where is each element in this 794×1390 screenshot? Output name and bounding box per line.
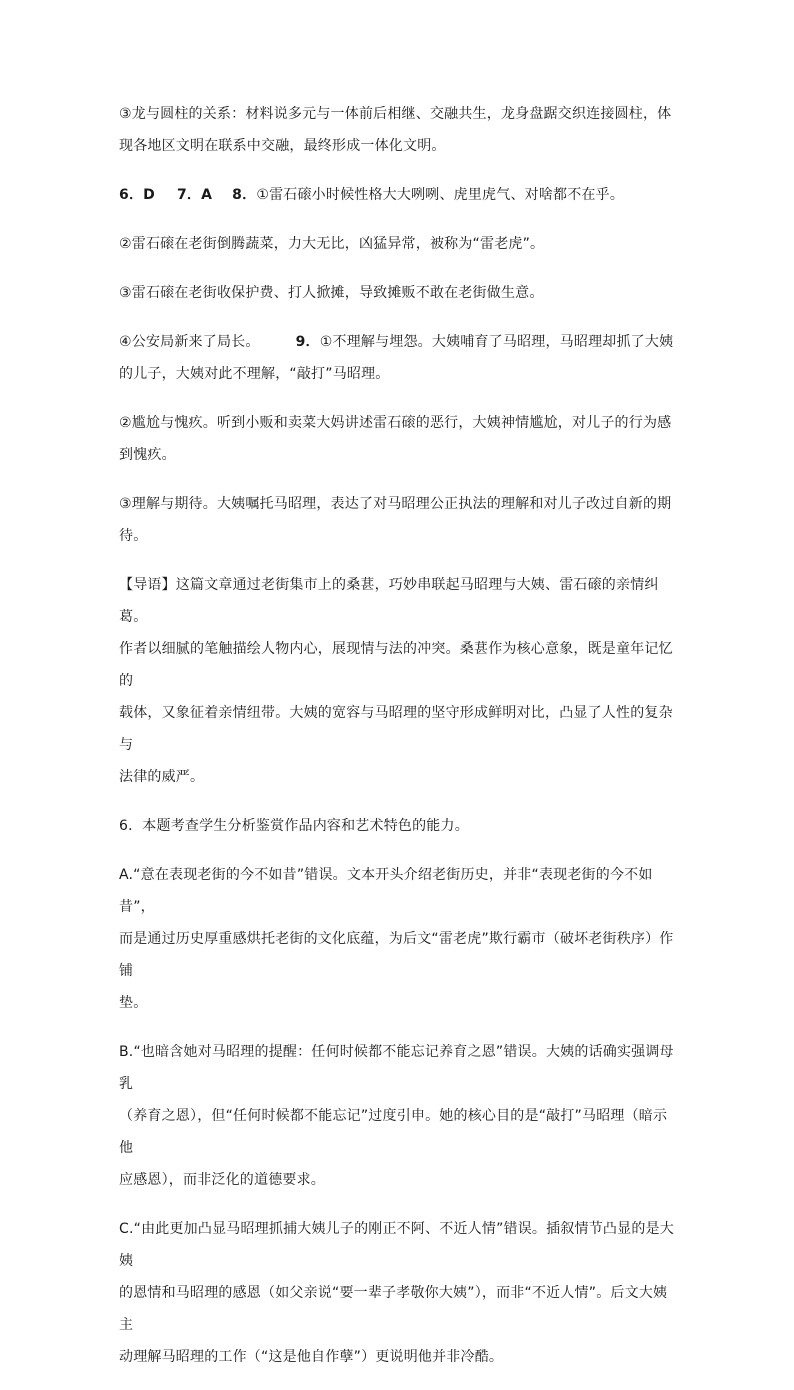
text-line: 法律的威严。: [119, 769, 205, 785]
text-line: 应感恩），而非泛化的道德要求。: [119, 1172, 325, 1188]
paragraph-answer-8-3: [119, 277, 679, 309]
paragraph-dragon-pillar: [119, 98, 679, 162]
text-line: ③龙与圆柱的关系：材料说多元与一体前后相继、交融共生，龙身盘踞交织连接圆柱，体: [119, 106, 672, 122]
paragraph-answer-9-2: [119, 407, 679, 471]
text-line: 的恩情和马昭理的感恩（如父亲说“要一辈子孝敬你大姨”），而非“不近人情”。后文大姨主: [119, 1285, 668, 1333]
paragraph-option-a: [119, 859, 679, 1019]
paragraph-introduction: [119, 569, 679, 793]
document-body: [119, 98, 679, 1390]
text-line: 而是通过历史厚重感烘托老街的文化底蕴，为后文“雷老虎”欺行霸市（破坏老街秩序）作铺: [119, 931, 674, 979]
text-line: [119, 326, 679, 358]
paragraph-answer-8-4-and-9: [119, 326, 679, 390]
text-line: 垫。: [119, 995, 148, 1011]
text-line: 6．本题考查学生分析鉴赏作品内容和艺术特色的能力。: [119, 818, 469, 834]
text-line: 作者以细腻的笔触描绘人物内心，展现情与法的冲突。桑葚作为核心意象，既是童年记忆的: [119, 641, 673, 689]
text-line: ③理解与期待。大姨嘱托马昭理，表达了对马昭理公正执法的理解和对儿子改过自新的期: [119, 496, 672, 512]
answer-key-line: [119, 179, 679, 211]
paragraph-option-c: [119, 1213, 679, 1373]
paragraph-option-b: [119, 1036, 679, 1196]
text-line: 现各地区文明在联系中交融，最终形成一体化文明。: [119, 138, 446, 154]
text-line: 待。: [119, 528, 148, 544]
text-line: 【导语】这篇文章通过老街集市上的桑葚，巧妙串联起马昭理与大姨、雷石磙的亲情纠葛。: [119, 577, 659, 625]
paragraph-answer-9-3: [119, 488, 679, 552]
text-line: A.“意在表现老街的今不如昔”错误。文本开头介绍老街历史，并非“表现老街的今不如昔”，: [119, 867, 653, 915]
answer-7: 7．A: [176, 187, 213, 203]
paragraph-question-6-analysis: [119, 810, 679, 842]
text-line: ②尴尬与愧疚。听到小贩和卖菜大妈讲述雷石磙的恶行，大姨神情尴尬，对儿子的行为感: [119, 415, 672, 431]
text-line: 载体，又象征着亲情纽带。大姨的宽容与马昭理的坚守形成鲜明对比，凸显了人性的复杂与: [119, 705, 673, 753]
answer-8-4-text: ④公安局新来了局长。: [119, 334, 260, 350]
text-line: 动理解马昭理的工作（“这是他自作孽”）更说明他并非冷酷。: [119, 1349, 504, 1365]
text-line: ③雷石磙在老街收保护费、打人掀摊，导致摊贩不敢在老街做生意。: [119, 285, 544, 301]
paragraph-answer-8-2: [119, 228, 679, 260]
answer-6: 6．D: [119, 187, 155, 203]
answer-8-text: ①雷石磙小时候性格大大咧咧、虎里虎气、对啥都不在乎。: [256, 187, 625, 203]
text-line: （养育之恩），但“任何时候都不能忘记”过度引申。她的核心目的是“敲打”马昭理（暗示他: [119, 1108, 668, 1156]
answer-9-number: 9．: [295, 334, 320, 350]
text-line: 的儿子，大姨对此不理解，“敲打”马昭理。: [119, 366, 390, 382]
answer-8-number: 8．: [232, 187, 257, 203]
text-line: B.“也暗含她对马昭理的提醒：任何时候都不能忘记养育之恩”错误。大姨的话确实强调母乳: [119, 1044, 674, 1092]
text-line: C.“由此更加凸显马昭理抓捕大姨儿子的刚正不阿、不近人情”错误。插叙情节凸显的是大姨: [119, 1221, 674, 1269]
answer-9-1-text: ①不理解与埋怨。大姨哺育了马昭理，马昭理却抓了大姨: [319, 334, 674, 350]
text-line: 到愧疚。: [119, 447, 176, 463]
text-line: ②雷石磙在老街倒腾蔬菜，力大无比，凶猛异常，被称为“雷老虎”。: [119, 236, 545, 252]
